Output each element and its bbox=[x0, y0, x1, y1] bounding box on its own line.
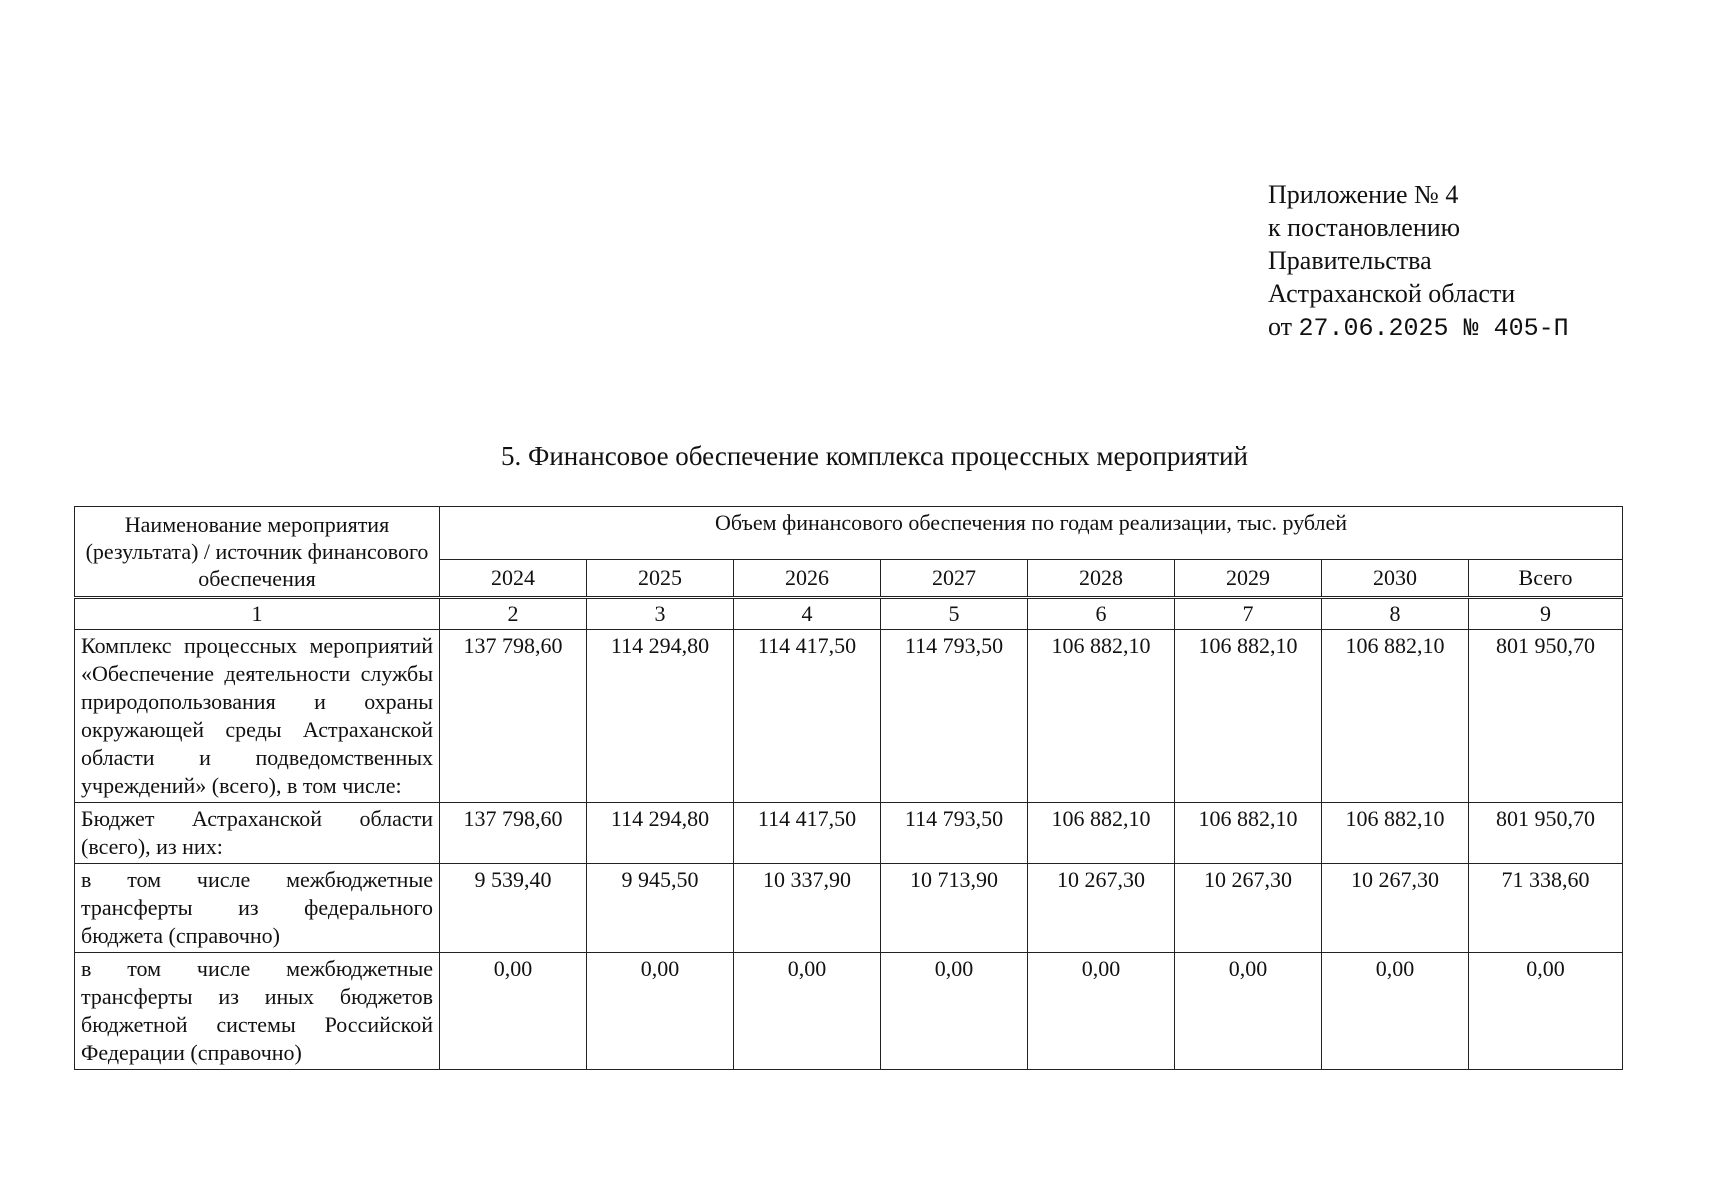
row-name-cell: Бюджет Астраханской области (всего), из них: bbox=[75, 803, 440, 864]
appendix-date-stamp: 27.06.2025 № 405-П bbox=[1298, 314, 1569, 343]
year-header: 2030 bbox=[1322, 560, 1469, 598]
row-value-cell: 114 793,50 bbox=[881, 803, 1028, 864]
column-number: 2 bbox=[440, 598, 587, 630]
row-value-cell: 0,00 bbox=[587, 953, 734, 1070]
row-value-cell: 0,00 bbox=[1322, 953, 1469, 1070]
column-number: 3 bbox=[587, 598, 734, 630]
appendix-line-2: к постановлению bbox=[1268, 213, 1461, 242]
row-value-cell: 0,00 bbox=[440, 953, 587, 1070]
column-number: 6 bbox=[1028, 598, 1175, 630]
appendix-line-4: Астраханской области bbox=[1268, 279, 1516, 308]
column-number: 4 bbox=[734, 598, 881, 630]
row-value-cell: 106 882,10 bbox=[1028, 803, 1175, 864]
row-value-cell: 0,00 bbox=[1175, 953, 1322, 1070]
row-value-cell: 114 793,50 bbox=[881, 630, 1028, 803]
table-row bbox=[75, 953, 1623, 1070]
row-total-cell: 71 338,60 bbox=[1469, 864, 1623, 953]
row-value-cell: 10 713,90 bbox=[881, 864, 1028, 953]
total-header: Всего bbox=[1469, 560, 1623, 598]
section-title: 5. Финансовое обеспечение комплекса процессных мероприятий bbox=[501, 441, 1248, 471]
row-total-cell: 801 950,70 bbox=[1469, 803, 1623, 864]
table-row bbox=[75, 630, 1623, 803]
row-value-cell: 106 882,10 bbox=[1175, 803, 1322, 864]
name-column-header: Наименование мероприятия (результата) / источник финансового обеспечения bbox=[75, 507, 440, 598]
year-header: 2024 bbox=[440, 560, 587, 598]
column-number: 8 bbox=[1322, 598, 1469, 630]
row-value-cell: 106 882,10 bbox=[1322, 630, 1469, 803]
row-value-cell: 114 417,50 bbox=[734, 630, 881, 803]
financing-table bbox=[74, 506, 1623, 1070]
row-value-cell: 10 267,30 bbox=[1028, 864, 1175, 953]
column-number-row bbox=[75, 598, 1623, 630]
row-value-cell: 137 798,60 bbox=[440, 803, 587, 864]
year-header: 2027 bbox=[881, 560, 1028, 598]
table-row bbox=[75, 803, 1623, 864]
row-value-cell: 10 267,30 bbox=[1322, 864, 1469, 953]
row-value-cell: 106 882,10 bbox=[1322, 803, 1469, 864]
row-name-cell: в том числе межбюджетные трансферты из иных бюджетов бюджетной системы Российской Федерации (справочно) bbox=[75, 953, 440, 1070]
row-total-cell: 801 950,70 bbox=[1469, 630, 1623, 803]
column-number: 9 bbox=[1469, 598, 1623, 630]
row-value-cell: 106 882,10 bbox=[1028, 630, 1175, 803]
row-total-cell: 0,00 bbox=[1469, 953, 1623, 1070]
row-value-cell: 114 294,80 bbox=[587, 803, 734, 864]
header-row bbox=[75, 507, 1623, 560]
row-value-cell: 10 267,30 bbox=[1175, 864, 1322, 953]
year-header: 2026 bbox=[734, 560, 881, 598]
row-name-cell: в том числе межбюджетные трансферты из федерального бюджета (справочно) bbox=[75, 864, 440, 953]
appendix-line-1: Приложение № 4 bbox=[1268, 180, 1459, 209]
row-value-cell: 114 417,50 bbox=[734, 803, 881, 864]
row-value-cell: 10 337,90 bbox=[734, 864, 881, 953]
row-value-cell: 137 798,60 bbox=[440, 630, 587, 803]
table-row bbox=[75, 864, 1623, 953]
row-value-cell: 9 945,50 bbox=[587, 864, 734, 953]
appendix-line-5 bbox=[1268, 310, 1569, 345]
row-value-cell: 0,00 bbox=[881, 953, 1028, 1070]
year-header: 2029 bbox=[1175, 560, 1322, 598]
row-value-cell: 9 539,40 bbox=[440, 864, 587, 953]
row-value-cell: 114 294,80 bbox=[587, 630, 734, 803]
column-number: 7 bbox=[1175, 598, 1322, 630]
appendix-line-3: Правительства bbox=[1268, 246, 1432, 275]
row-value-cell: 106 882,10 bbox=[1175, 630, 1322, 803]
year-header: 2028 bbox=[1028, 560, 1175, 598]
row-value-cell: 0,00 bbox=[734, 953, 881, 1070]
row-value-cell: 0,00 bbox=[1028, 953, 1175, 1070]
volume-header: Объем финансового обеспечения по годам реализации, тыс. рублей bbox=[440, 507, 1623, 560]
row-name-cell: Комплекс процессных мероприятий «Обеспечение деятельности службы природопользования и охраны окружающей среды Астраханской области и подведомственных учреждений» (всего), в том числе: bbox=[75, 630, 440, 803]
column-number: 1 bbox=[75, 598, 440, 630]
year-header: 2025 bbox=[587, 560, 734, 598]
column-number: 5 bbox=[881, 598, 1028, 630]
appendix-date-prefix: от bbox=[1268, 312, 1293, 341]
appendix-block bbox=[1268, 178, 1569, 345]
